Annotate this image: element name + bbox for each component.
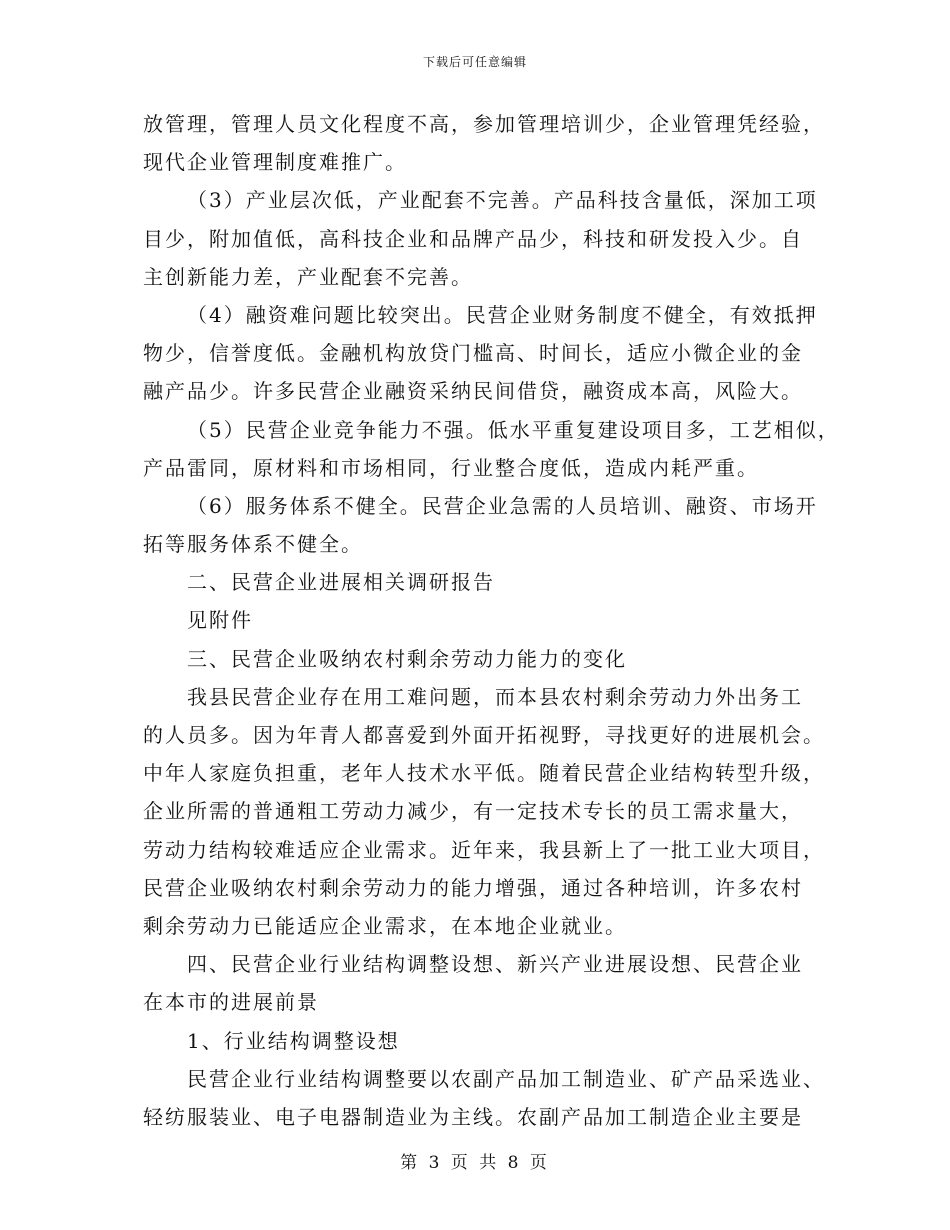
text-line: 的人员多。因为年青人都喜爱到外面开拓视野，寻找更好的进展机会。 <box>143 723 825 747</box>
text-line: 企业所需的普通粗工劳动力减少，有一定技术专长的员工需求量大， <box>143 799 803 824</box>
text-line: 四、民营企业行业结构调整设想、新兴产业进展设想、民营企业 <box>187 952 803 977</box>
text-line: （6）服务体系不健全。民营企业急需的人员培训、融资、市场开 <box>187 493 818 518</box>
document-body <box>143 105 840 1136</box>
text-line: 见附件 <box>187 608 253 633</box>
text-line: 二、民营企业进展相关调研报告 <box>187 570 495 595</box>
text-line: 物少，信誉度低。金融机构放贷门槛高、时间长，适应小微企业的金 <box>143 341 803 366</box>
text-line: 主创新能力差，产业配套不完善。 <box>143 264 473 289</box>
text-line: 目少，附加值低，高科技企业和品牌产品少，科技和研发投入少。自 <box>143 226 803 251</box>
text-line: 剩余劳动力已能适应企业需求，在本地企业就业。 <box>143 913 627 938</box>
text-line: 我县民营企业存在用工难问题，而本县农村剩余劳动力外出务工 <box>187 684 803 709</box>
text-line: 拓等服务体系不健全。 <box>143 532 363 557</box>
text-line: 劳动力结构较难适应企业需求。近年来，我县新上了一批工业大项目， <box>143 837 825 862</box>
text-line: 融产品少。许多民营企业融资采纳民间借贷，融资成本高，风险大。 <box>143 379 803 404</box>
text-line: 民营企业吸纳农村剩余劳动力的能力增强，通过各种培训，许多农村 <box>143 875 803 900</box>
text-line: 1、行业结构调整设想 <box>187 1028 400 1053</box>
text-line: 中年人家庭负担重，老年人技术水平低。随着民营企业结构转型升级， <box>143 761 825 786</box>
text-line: 轻纺服装业、电子电器制造业为主线。农副产品加工制造企业主要是 <box>143 1104 803 1129</box>
text-line: （4）融资难问题比较突出。民营企业财务制度不健全，有效抵押 <box>187 302 818 327</box>
text-line: 民营企业行业结构调整要以农副产品加工制造业、矿产品采选业、 <box>187 1066 825 1091</box>
text-line: （5）民营企业竞争能力不强。低水平重复建设项目多，工艺相似， <box>187 417 840 442</box>
text-line: 现代企业管理制度难推广。 <box>143 150 407 175</box>
page-header: 下载后可任意编辑 <box>422 55 527 69</box>
text-line: 在本市的进展前景 <box>143 990 319 1015</box>
text-line: 放管理，管理人员文化程度不高，参加管理培训少，企业管理凭经验， <box>143 112 825 136</box>
text-line: 三、民营企业吸纳农村剩余劳动力能力的变化 <box>187 646 627 671</box>
text-line: 产品雷同，原材料和市场相同，行业整合度低，造成内耗严重。 <box>143 455 759 480</box>
text-line: （3）产业层次低，产业配套不完善。产品科技含量低，深加工项 <box>187 188 818 213</box>
page-footer: 第 3 页 共 8 页 <box>400 1153 550 1173</box>
